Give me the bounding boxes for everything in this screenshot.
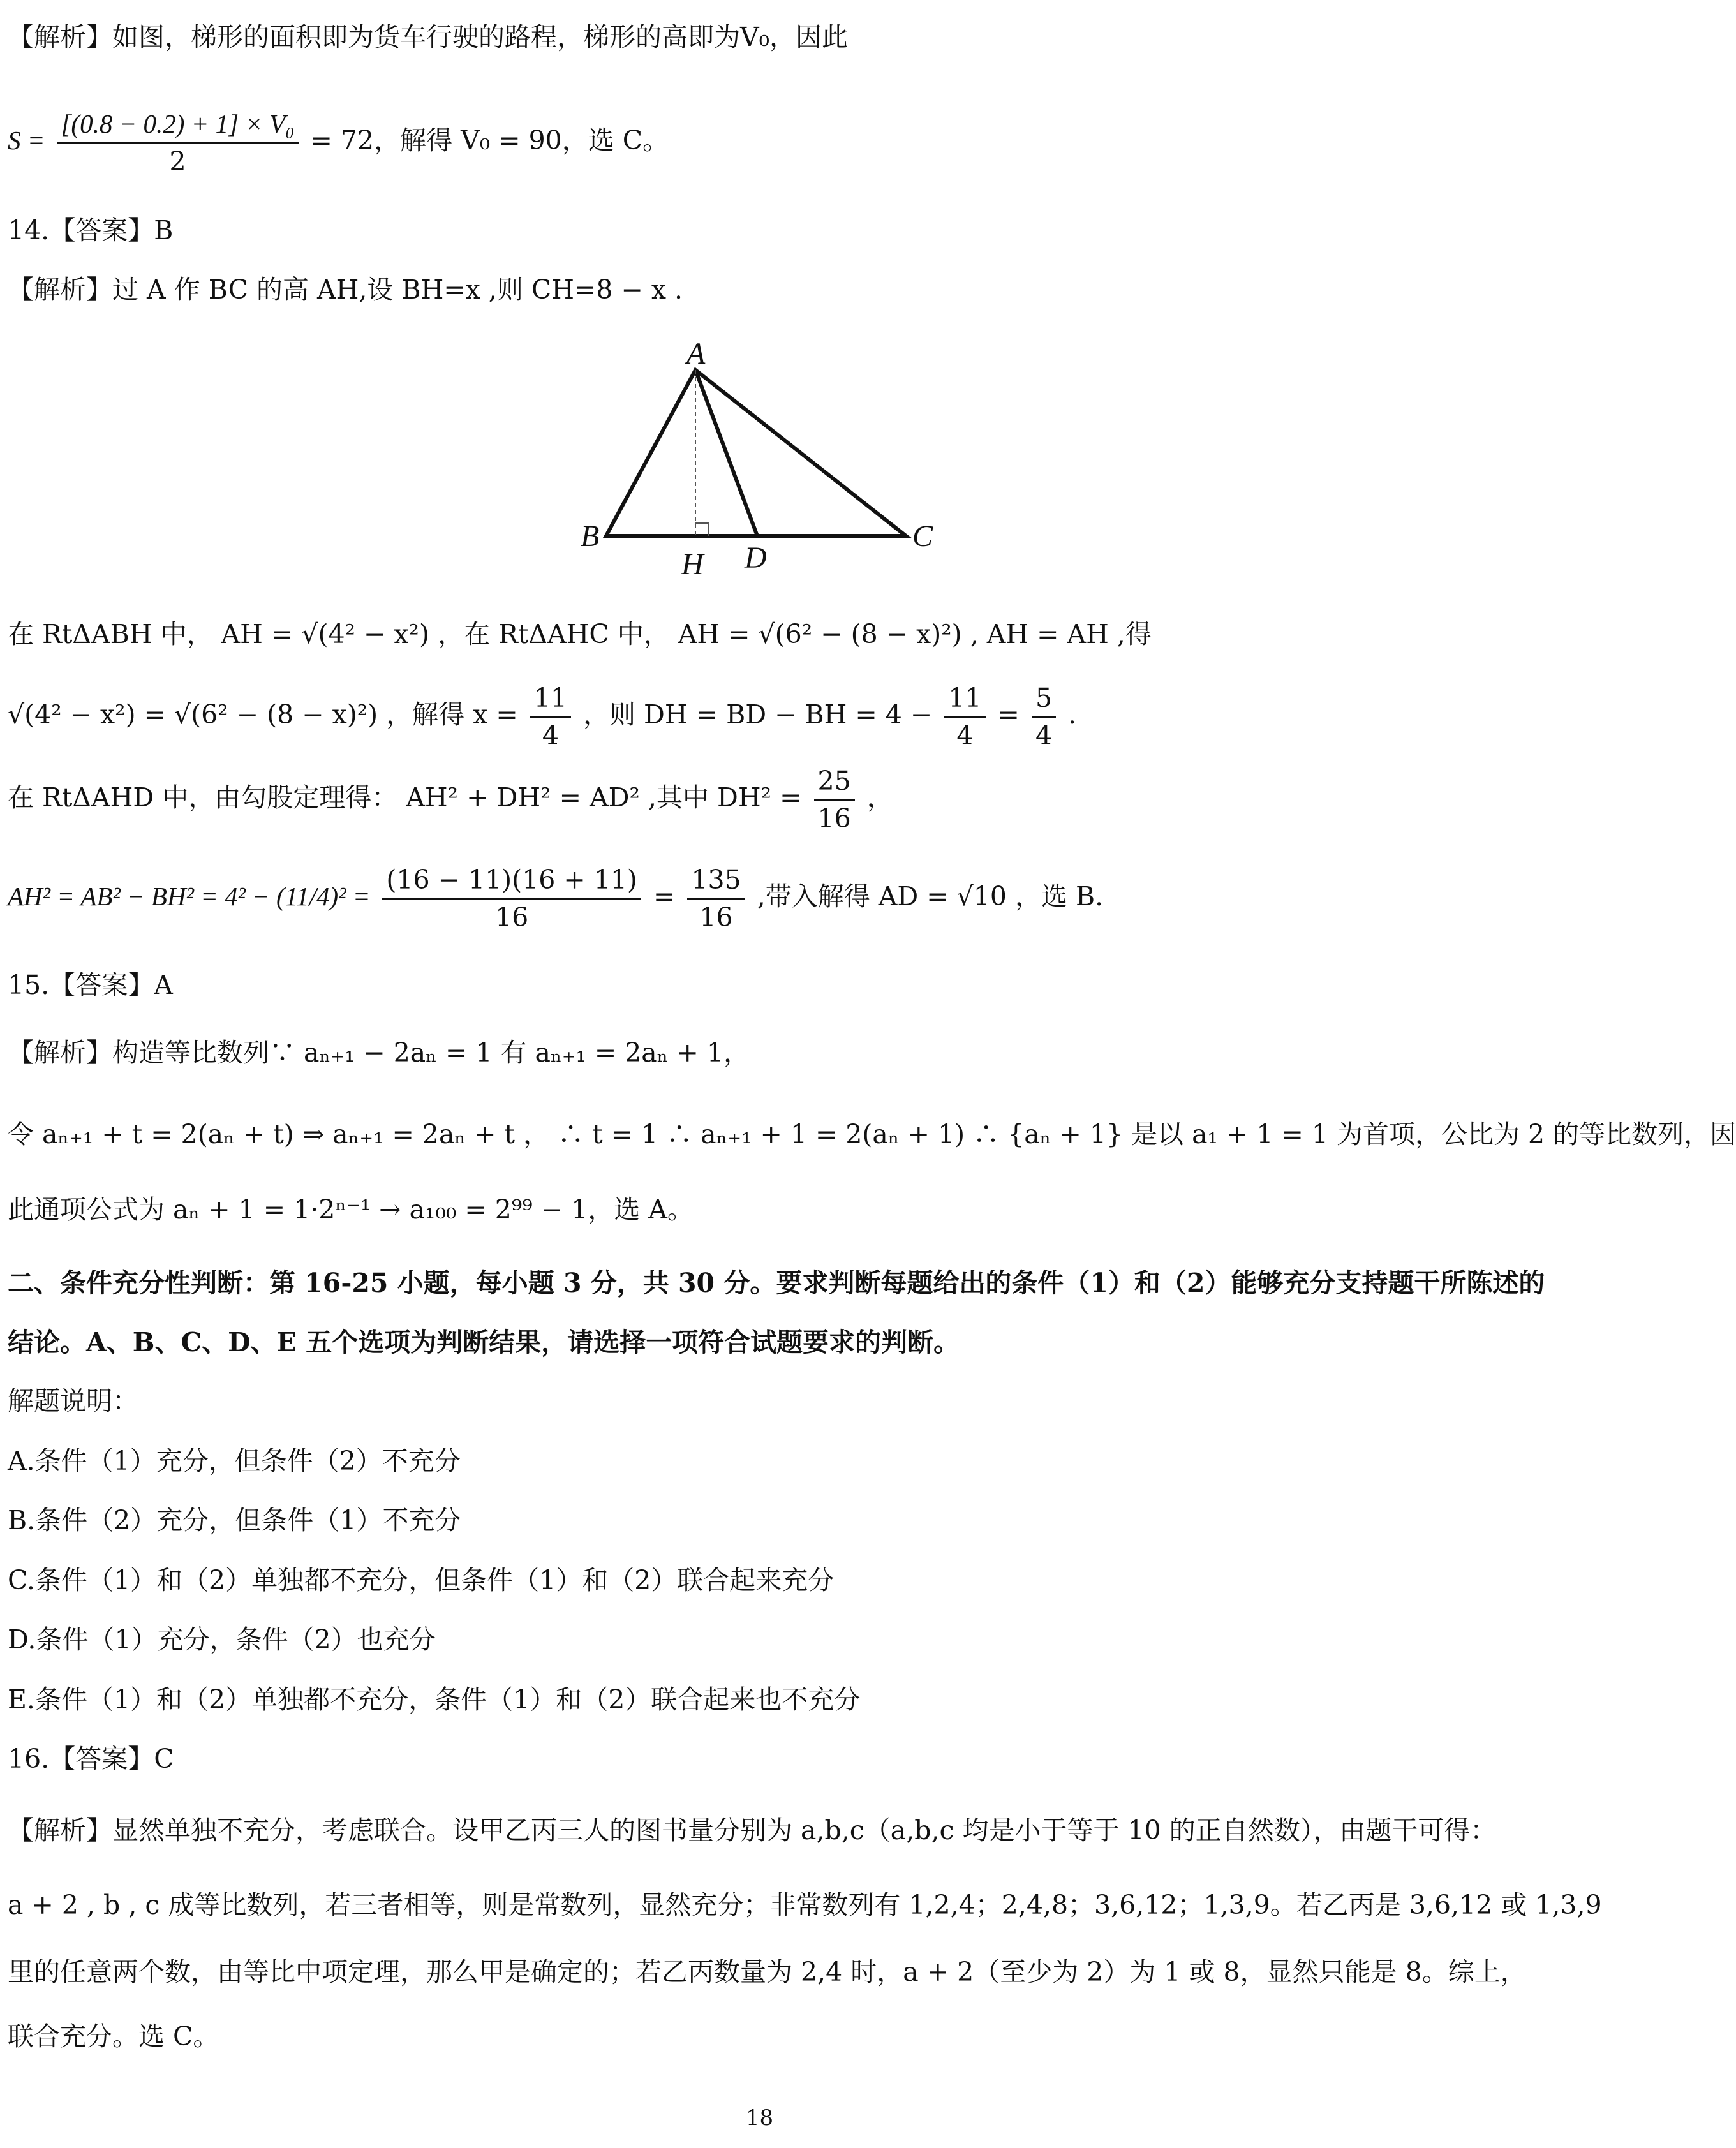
fraction-135-16 xyxy=(687,862,745,935)
area-formula xyxy=(8,102,1511,179)
q14-line-4 xyxy=(8,676,1511,753)
label-c: C xyxy=(912,519,933,553)
q16-line-3: 里的任意两个数，由等比中项定理，那么甲是确定的；若乙丙数量为 2,4 时，a + 2（至少为 2）为 1 或 8，显然只能是 8。综上， xyxy=(8,1957,1527,1987)
formula-rhs: = 72，解得 V₀ = 90，选 C。 xyxy=(310,125,669,156)
formula-lhs: S = xyxy=(8,126,45,155)
fraction-11-4-b xyxy=(944,680,985,753)
q16-line-2: a + 2 , b , c 成等比数列，若三者相等，则是常数列，显然充分；非常数列有 1,2,4；2,4,8；3,6,12；1,3,9。若乙丙是 3,6,12 或 1,3,9 xyxy=(8,1890,1602,1920)
q15-line-3: 此通项公式为 aₙ + 1 = 1·2ⁿ⁻¹ → a₁₀₀ = 2⁹⁹ − 1，选 A。 xyxy=(8,1194,694,1225)
frac-den: 16 xyxy=(817,803,851,834)
area-fraction xyxy=(57,106,298,179)
page-number: 18 xyxy=(745,2105,774,2131)
q16-line-1: 【解析】显然单独不充分，考虑联合。设甲乙丙三人的图书量分别为 a,b,c（a,b,c 均是小于等于 10 的正自然数），由题干可得： xyxy=(8,1815,1497,1846)
q14-answer: 14.【答案】B xyxy=(8,215,174,246)
option-b: B.条件（2）充分，但条件（1）不充分 xyxy=(8,1505,461,1536)
frac-num: (16 − 11)(16 + 11) xyxy=(382,862,641,900)
q14-line-3: 在 RtΔABH 中， AH = √(4² − x²) ，在 RtΔAHC 中， AH = √(6² − (8 − x)²) , AH = AH ,得 xyxy=(8,619,1152,649)
option-e: E.条件（1）和（2）单独都不充分，条件（1）和（2）联合起来也不充分 xyxy=(8,1684,861,1715)
fraction-11-4 xyxy=(530,680,571,753)
q14-l6-c: ,带入解得 AD = √10 ，选 B. xyxy=(757,881,1104,912)
q14-l4-d: . xyxy=(1068,699,1077,730)
area-fraction-denominator: 2 xyxy=(169,146,186,177)
q16-answer: 16.【答案】C xyxy=(8,1744,174,1774)
frac-den: 4 xyxy=(956,720,974,751)
label-h: H xyxy=(681,547,704,581)
triangle-figure xyxy=(561,332,957,581)
fraction-25-16 xyxy=(814,763,855,836)
q14-l6-a: AH² = AB² − BH² = 4² − (11/4)² = xyxy=(8,882,371,911)
q15-answer: 15.【答案】A xyxy=(8,970,173,1000)
frac-den: 4 xyxy=(542,720,559,751)
section-2-heading-line-1: 二、条件充分性判断：第 16-25 小题，每小题 3 分，共 30 分。要求判断每题给出的条件（1）和（2）能够充分支持题干所陈述的 xyxy=(8,1268,1545,1298)
triangle-abc xyxy=(606,370,906,536)
q14-l5-a: 在 RtΔAHD 中，由勾股定理得： AH² + DH² = AD² ,其中 DH² = xyxy=(8,782,802,813)
frac-den: 16 xyxy=(495,902,529,933)
q14-l5-b: ， xyxy=(866,782,893,813)
frac-den: 4 xyxy=(1035,720,1053,751)
fraction-product xyxy=(382,862,641,935)
option-d: D.条件（1）充分，条件（2）也充分 xyxy=(8,1624,436,1655)
q14-analysis: 【解析】过 A 作 BC 的高 AH,设 BH=x ,则 CH=8 − x . xyxy=(8,274,683,305)
label-a: A xyxy=(686,337,706,371)
q16-line-4: 联合充分。选 C。 xyxy=(8,2021,219,2052)
q15-line-1: 【解析】构造等比数列∵ aₙ₊₁ − 2aₙ = 1 有 aₙ₊₁ = 2aₙ + 1， xyxy=(8,1037,750,1068)
q14-l4-c: = xyxy=(997,699,1020,730)
explanation-title: 解题说明： xyxy=(8,1386,138,1416)
area-fraction-numerator: [(0.8 − 0.2) + 1] × V₀ xyxy=(57,106,298,144)
option-c: C.条件（1）和（2）单独都不充分，但条件（1）和（2）联合起来充分 xyxy=(8,1565,835,1596)
frac-num: 11 xyxy=(944,680,985,718)
q15-line-2: 令 aₙ₊₁ + t = 2(aₙ + t) ⇒ aₙ₊₁ = 2aₙ + t ， ∴ t = 1 ∴ aₙ₊₁ + 1 = 2(aₙ + 1) ∴ {aₙ + 1} 是以 a₁ + 1 = 1 为首项，公比为 2 的等比数列，因 xyxy=(8,1119,1736,1150)
intro-line: 【解析】如图，梯形的面积即为货车行驶的路程，梯形的高即为V₀，因此 xyxy=(8,22,849,52)
fraction-5-4 xyxy=(1032,680,1056,753)
section-2-heading-line-2: 结论。A、B、C、D、E 五个选项为判断结果，请选择一项符合试题要求的判断。 xyxy=(8,1327,960,1358)
q14-l6-b: = xyxy=(653,881,676,912)
frac-num: 11 xyxy=(530,680,571,718)
label-d: D xyxy=(745,541,767,575)
q14-l4-b: ，则 DH = BD − BH = 4 − xyxy=(583,699,933,730)
q14-line-6 xyxy=(8,858,1511,935)
frac-den: 16 xyxy=(699,902,733,933)
frac-num: 135 xyxy=(687,862,745,900)
label-b: B xyxy=(581,519,600,553)
frac-num: 25 xyxy=(814,763,855,801)
option-a: A.条件（1）充分，但条件（2）不充分 xyxy=(8,1446,461,1476)
frac-num: 5 xyxy=(1032,680,1056,718)
q14-l4-a: √(4² − x²) = √(6² − (8 − x)²) ，解得 x = xyxy=(8,699,518,730)
q14-line-5 xyxy=(8,759,1511,836)
